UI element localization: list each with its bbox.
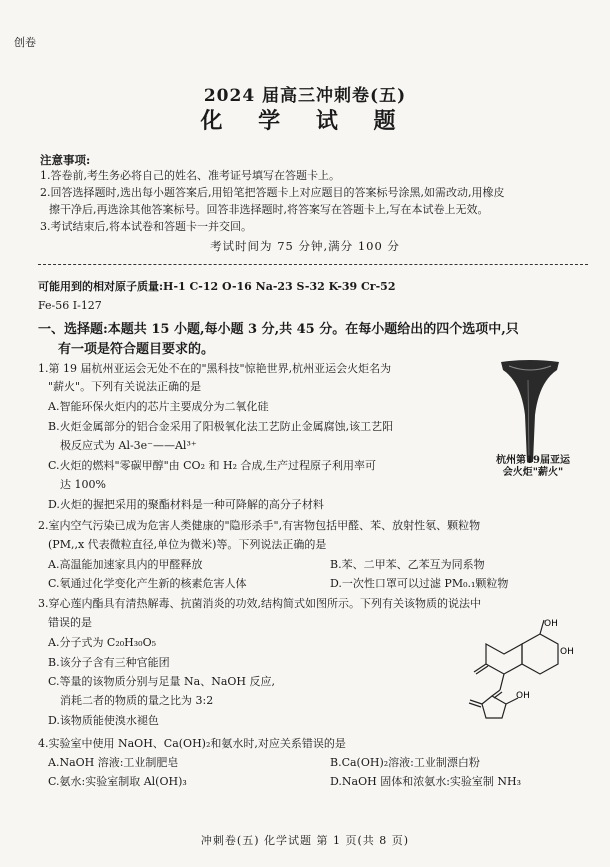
section-1-heading-b: 有一项是符合题目要求的。	[58, 342, 215, 357]
q2-stem-b: (PM,,x 代表微粒直径,单位为微米)等。下列说法正确的是	[48, 538, 327, 551]
q1-option-c: C.火炬的燃料"零碳甲醇"由 CO₂ 和 H₂ 合成,生产过程原子利用率可	[48, 459, 376, 472]
q2-stem: 2.室内空气污染已成为危害人类健康的"隐形杀手",有害物包括甲醛、苯、放射性氡、颗粒物	[38, 519, 481, 532]
corner-mark: 创卷	[14, 36, 36, 49]
notice-item-2a: 2.回答选择题时,选出每小题答案后,用铅笔把答题卡上对应题目的答案标号涂黑,如需改动,用橡皮	[40, 186, 505, 199]
q3-option-c: C.等量的该物质分别与足量 Na、NaOH 反应,	[48, 675, 275, 688]
exam-title-year: 2024 届高三冲刺卷(五)	[203, 86, 407, 106]
q1-option-b-cont: 极反应式为 Al-3e⁻——Al³⁺	[60, 439, 197, 452]
q2-option-c: C.氡通过化学变化产生新的核素危害人体	[48, 577, 247, 590]
notice-item-2b: 擦干净后,再选涂其他答案标号。回答非选择题时,将答案写在答题卡上,写在本试卷上无效。	[49, 203, 489, 216]
q4-option-c: C.氨水:实验室制取 Al(OH)₃	[48, 775, 187, 788]
notice-heading: 注意事项:	[40, 153, 91, 167]
q4-stem: 4.实验室中使用 NaOH、Ca(OH)₂和氨水时,对应关系错误的是	[38, 737, 346, 750]
q2-option-a: A.高温能加速家具内的甲醛释放	[48, 558, 203, 571]
q3-option-a: A.分子式为 C₂₀H₃₀O₅	[48, 636, 157, 649]
q2-option-b: B.苯、二甲苯、乙苯互为同系物	[330, 558, 485, 571]
section-1-heading: 一、选择题:本题共 15 小题,每小题 3 分,共 45 分。在每小题给出的四个选项中,只	[38, 322, 519, 337]
atomic-masses-line1: 可能用到的相对原子质量:H-1 C-12 O-16 Na-23 S-32 K-39 Cr-52	[38, 280, 396, 293]
q2-option-d: D.一次性口罩可以过滤 PM₀.₁颗粒物	[330, 577, 509, 590]
atomic-masses-line2: Fe-56 I-127	[38, 299, 102, 312]
oh-label-bottom: OH	[516, 691, 530, 701]
q1-option-a: A.智能环保火炬内的芯片主要成分为二氧化硅	[48, 400, 269, 413]
torch-caption	[478, 455, 588, 479]
q3-option-c-cont: 消耗二者的物质的量之比为 3:2	[60, 694, 214, 707]
exam-title-main: 化 学 试 题	[200, 108, 410, 134]
q1-stem-b: "薪火"。下列有关说法正确的是	[48, 380, 202, 393]
torch-image	[495, 360, 565, 465]
exam-time: 考试时间为 75 分钟,满分 100 分	[210, 239, 400, 253]
torch-caption-line2: 会火炬"薪火"	[502, 467, 564, 478]
q4-option-d: D.NaOH 固体和浓氨水:实验室制 NH₃	[330, 775, 522, 788]
page-footer: 冲刺卷(五) 化学试题 第 1 页(共 8 页)	[200, 834, 410, 847]
q4-option-a: A.NaOH 溶液:工业制肥皂	[48, 756, 179, 769]
q1-option-d: D.火炬的握把采用的聚酯材料是一种可降解的高分子材料	[48, 498, 324, 511]
q1-stem: 1.第 19 届杭州亚运会无处不在的"黑科技"惊艳世界,杭州亚运会火炬名为	[38, 362, 392, 375]
q3-stem-b: 错误的是	[48, 616, 92, 629]
oh-label-right: OH	[560, 647, 574, 657]
q1-option-b: B.火炬金属部分的铝合金采用了阳极氧化法工艺防止金属腐蚀,该工艺阳	[48, 420, 394, 433]
q3-option-d: D.该物质能使溴水褪色	[48, 714, 159, 727]
notice-item-3: 3.考试结束后,将本试卷和答题卡一并交回。	[40, 220, 252, 233]
q1-option-c-cont: 达 100%	[60, 478, 106, 491]
oh-label-top: OH	[544, 619, 558, 629]
q3-option-b: B.该分子含有三种官能团	[48, 656, 170, 669]
andrographolide-structure	[460, 616, 590, 726]
q3-stem: 3.穿心莲内酯具有清热解毒、抗菌消炎的功效,结构简式如图所示。下列有关该物质的说法中	[38, 597, 481, 610]
notice-item-1: 1.答卷前,考生务必将自己的姓名、准考证号填写在答题卡上。	[40, 169, 340, 182]
section-divider	[38, 264, 588, 265]
q4-option-b: B.Ca(OH)₂溶液:工业制漂白粉	[330, 756, 480, 769]
torch-caption-line1: 杭州第19届亚运	[496, 455, 570, 466]
